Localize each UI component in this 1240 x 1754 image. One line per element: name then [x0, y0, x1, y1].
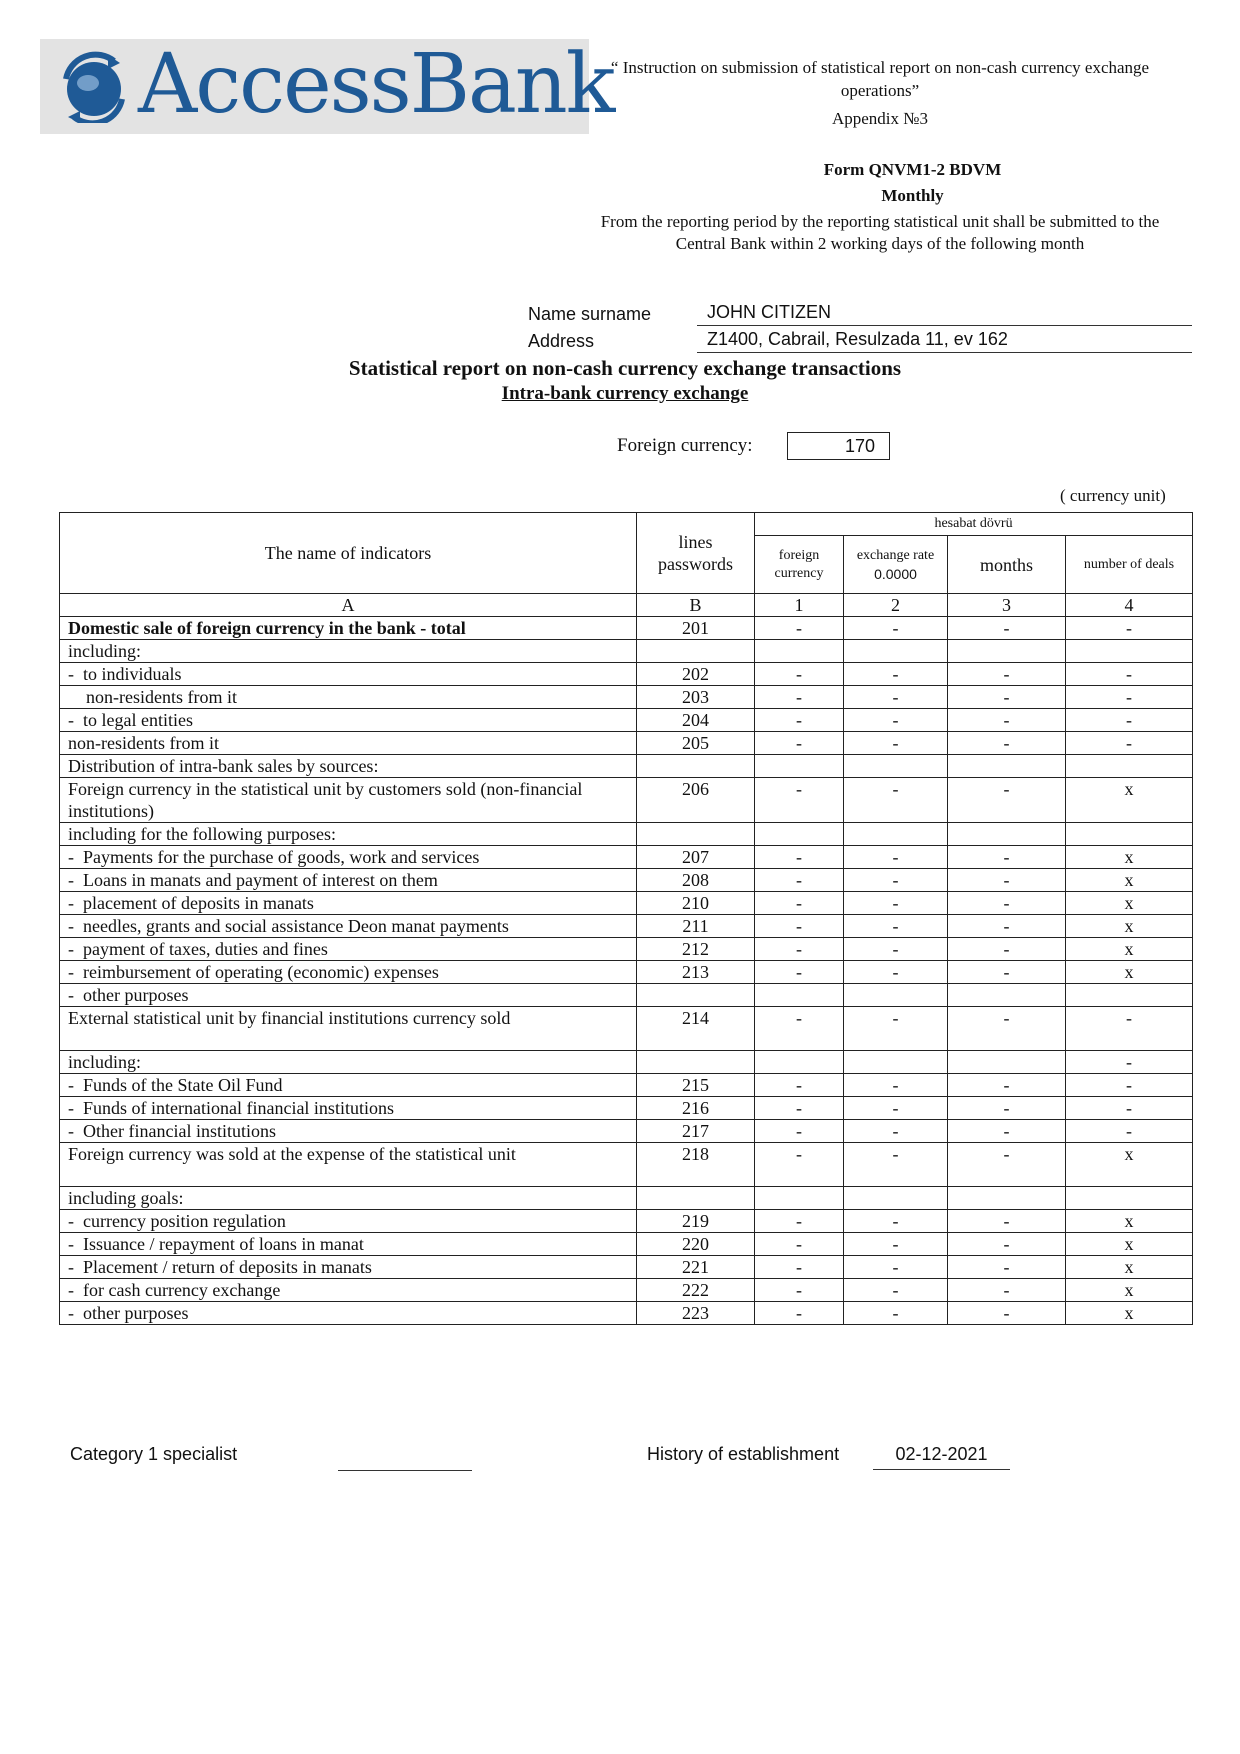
line-code: 214	[637, 1007, 755, 1051]
value-cell[interactable]: -	[755, 1210, 844, 1233]
value-cell[interactable]: x	[1066, 1233, 1193, 1256]
value-cell[interactable]: -	[844, 869, 948, 892]
table-row	[60, 640, 1193, 663]
value-cell[interactable]: -	[844, 663, 948, 686]
indicator-name: including:	[60, 1051, 637, 1074]
value-cell[interactable]: -	[755, 938, 844, 961]
table-row	[60, 1097, 1193, 1120]
value-cell[interactable]: -	[948, 617, 1066, 640]
value-cell[interactable]: -	[948, 961, 1066, 984]
line-code: 206	[637, 778, 755, 823]
globe-arrows-icon	[58, 51, 130, 123]
line-code: 216	[637, 1097, 755, 1120]
value-cell[interactable]: -	[948, 846, 1066, 869]
indicator-name: - Issuance / repayment of loans in manat	[60, 1233, 637, 1256]
value-cell[interactable]	[948, 1187, 1066, 1210]
value-cell[interactable]: -	[844, 1097, 948, 1120]
value-cell[interactable]: -	[948, 663, 1066, 686]
indicator-name: Domestic sale of foreign currency in the bank - total	[60, 617, 637, 640]
value-cell[interactable]	[948, 1051, 1066, 1074]
value-cell[interactable]: -	[844, 709, 948, 732]
table-row	[60, 1143, 1193, 1187]
value-cell[interactable]: -	[844, 938, 948, 961]
line-code	[637, 1051, 755, 1074]
value-cell[interactable]	[844, 640, 948, 663]
table-row	[60, 1074, 1193, 1097]
table-row	[60, 823, 1193, 846]
header-months: months	[948, 536, 1066, 594]
value-cell[interactable]: -	[844, 1074, 948, 1097]
value-cell[interactable]: -	[1066, 1051, 1193, 1074]
line-code: 219	[637, 1210, 755, 1233]
form-code: Form QNVM1-2 BDVM	[823, 160, 1002, 179]
line-code: 215	[637, 1074, 755, 1097]
value-cell[interactable]: x	[1066, 938, 1193, 961]
value-cell[interactable]	[755, 1051, 844, 1074]
header-exchange-rate-label: exchange rate	[856, 547, 935, 563]
bank-logo	[40, 37, 614, 134]
indicator-name: - reimbursement of operating (economic) expenses	[60, 961, 637, 984]
line-code: 203	[637, 686, 755, 709]
line-code: 204	[637, 709, 755, 732]
table-row	[60, 961, 1193, 984]
indicator-name: - needles, grants and social assistance Deon manat payments	[60, 915, 637, 938]
header-name: The name of indicators	[60, 513, 637, 594]
value-cell[interactable]: -	[844, 1143, 948, 1187]
line-code	[637, 640, 755, 663]
index-cell: A	[60, 594, 637, 617]
value-cell[interactable]: -	[844, 1302, 948, 1325]
index-cell: 2	[844, 594, 948, 617]
value-cell[interactable]	[844, 755, 948, 778]
value-cell[interactable]: -	[948, 915, 1066, 938]
value-cell[interactable]: -	[1066, 709, 1193, 732]
value-cell[interactable]: -	[755, 846, 844, 869]
line-code: 202	[637, 663, 755, 686]
value-cell[interactable]	[844, 984, 948, 1007]
index-cell: 1	[755, 594, 844, 617]
value-cell[interactable]: x	[1066, 915, 1193, 938]
value-cell[interactable]: -	[948, 1007, 1066, 1051]
line-code: 212	[637, 938, 755, 961]
name-field[interactable]: JOHN CITIZEN	[697, 302, 1192, 326]
indicator-name: Foreign currency was sold at the expense of the statistical unit	[60, 1143, 637, 1187]
table-row	[60, 1051, 1193, 1074]
report-frequency: Monthly	[881, 186, 944, 205]
value-cell[interactable]: x	[1066, 892, 1193, 915]
value-cell[interactable]	[948, 823, 1066, 846]
value-cell[interactable]: -	[948, 1279, 1066, 1302]
indicator-name: - Funds of international financial institutions	[60, 1097, 637, 1120]
value-cell[interactable]: -	[948, 1074, 1066, 1097]
index-cell: 4	[1066, 594, 1193, 617]
line-code: 223	[637, 1302, 755, 1325]
value-cell[interactable]	[1066, 1187, 1193, 1210]
value-cell[interactable]: -	[948, 1233, 1066, 1256]
value-cell[interactable]: -	[755, 1097, 844, 1120]
value-cell[interactable]: -	[755, 709, 844, 732]
table-row	[60, 1187, 1193, 1210]
value-cell[interactable]	[755, 1187, 844, 1210]
value-cell[interactable]: -	[844, 686, 948, 709]
value-cell[interactable]	[1066, 823, 1193, 846]
table-body	[60, 617, 1193, 1325]
value-cell[interactable]: -	[755, 1074, 844, 1097]
line-code: 208	[637, 869, 755, 892]
table-row	[60, 984, 1193, 1007]
line-code	[637, 1187, 755, 1210]
value-cell[interactable]	[844, 1187, 948, 1210]
value-cell[interactable]: -	[844, 617, 948, 640]
indicator-name: - to legal entities	[60, 709, 637, 732]
signature-line[interactable]	[338, 1470, 472, 1471]
line-code: 222	[637, 1279, 755, 1302]
line-code: 201	[637, 617, 755, 640]
indicator-name: External statistical unit by financial institutions currency sold	[60, 1007, 637, 1051]
value-cell[interactable]	[844, 1051, 948, 1074]
indicators-table	[59, 512, 1193, 1325]
indicator-name: - other purposes	[60, 984, 637, 1007]
value-cell[interactable]: x	[1066, 846, 1193, 869]
indicator-name: Distribution of intra-bank sales by sources:	[60, 755, 637, 778]
value-cell[interactable]: -	[755, 663, 844, 686]
value-cell[interactable]: -	[948, 778, 1066, 823]
header-exchange-rate	[844, 536, 948, 594]
value-cell[interactable]: -	[844, 1233, 948, 1256]
value-cell[interactable]: -	[844, 778, 948, 823]
line-code: 207	[637, 846, 755, 869]
indicator-name: - placement of deposits in manats	[60, 892, 637, 915]
value-cell[interactable]	[755, 640, 844, 663]
header-exchange-rate-value: 0.0000	[874, 565, 917, 582]
appendix-label: Appendix №3	[831, 109, 928, 128]
indicator-name: - Funds of the State Oil Fund	[60, 1074, 637, 1097]
value-cell[interactable]: -	[844, 1210, 948, 1233]
header-deals: number of deals	[1066, 536, 1193, 594]
foreign-currency-label: Foreign currency:	[617, 435, 753, 456]
value-cell[interactable]: -	[844, 961, 948, 984]
value-cell[interactable]: x	[1066, 1256, 1193, 1279]
table-row	[60, 1279, 1193, 1302]
value-cell[interactable]: -	[844, 1007, 948, 1051]
value-cell[interactable]	[948, 640, 1066, 663]
table-row	[60, 915, 1193, 938]
value-cell[interactable]: -	[1066, 1120, 1193, 1143]
value-cell[interactable]: -	[948, 1302, 1066, 1325]
line-code	[637, 823, 755, 846]
table-row	[60, 732, 1193, 755]
line-code: 213	[637, 961, 755, 984]
value-cell[interactable]: -	[948, 938, 1066, 961]
value-cell[interactable]: -	[948, 1143, 1066, 1187]
line-code: 217	[637, 1120, 755, 1143]
indicator-name: - for cash currency exchange	[60, 1279, 637, 1302]
indicator-name: - to individuals	[60, 663, 637, 686]
table-row	[60, 869, 1193, 892]
value-cell[interactable]: -	[1066, 1007, 1193, 1051]
value-cell[interactable]	[844, 823, 948, 846]
value-cell[interactable]: -	[844, 1279, 948, 1302]
indicator-name: non-residents from it	[60, 686, 637, 709]
value-cell[interactable]: -	[755, 1143, 844, 1187]
instruction-title: “ Instruction on submission of statistical report on non-cash currency exchange operations”	[610, 58, 1150, 100]
value-cell[interactable]: -	[844, 1256, 948, 1279]
value-cell[interactable]	[1066, 984, 1193, 1007]
table-row	[60, 709, 1193, 732]
value-cell[interactable]: -	[844, 892, 948, 915]
header-code: lines passwords	[637, 513, 755, 594]
submission-note: From the reporting period by the reporting statistical unit shall be submitted to the Central Bank within 2 working days of the following month	[600, 212, 1160, 253]
value-cell[interactable]: -	[755, 892, 844, 915]
value-cell[interactable]	[755, 823, 844, 846]
table-row	[60, 778, 1193, 823]
value-cell[interactable]	[755, 755, 844, 778]
indicator-name: including:	[60, 640, 637, 663]
value-cell[interactable]: -	[1066, 1074, 1193, 1097]
indicator-name: Foreign currency in the statistical unit by customers sold (non-financial institutions)	[60, 778, 637, 823]
index-cell: B	[637, 594, 755, 617]
indicator-name: - other purposes	[60, 1302, 637, 1325]
specialist-label: Category 1 specialist	[70, 1444, 238, 1464]
line-code: 221	[637, 1256, 755, 1279]
value-cell[interactable]: x	[1066, 1143, 1193, 1187]
indicator-name: including for the following purposes:	[60, 823, 637, 846]
bank-logo-text: AccessBank	[138, 37, 614, 132]
line-code: 210	[637, 892, 755, 915]
value-cell[interactable]: -	[755, 1279, 844, 1302]
value-cell[interactable]: -	[844, 915, 948, 938]
table-row	[60, 1256, 1193, 1279]
currency-unit-note: ( currency unit)	[1060, 486, 1166, 505]
header-foreign-currency: foreign currency	[755, 536, 844, 594]
value-cell[interactable]: x	[1066, 869, 1193, 892]
value-cell[interactable]: x	[1066, 1210, 1193, 1233]
value-cell[interactable]: -	[1066, 732, 1193, 755]
indicator-name: - Other financial institutions	[60, 1120, 637, 1143]
indicator-name: including goals:	[60, 1187, 637, 1210]
value-cell[interactable]: -	[1066, 1097, 1193, 1120]
value-cell[interactable]: -	[844, 846, 948, 869]
value-cell[interactable]: -	[948, 732, 1066, 755]
value-cell[interactable]	[948, 984, 1066, 1007]
value-cell[interactable]: -	[948, 1256, 1066, 1279]
value-cell[interactable]: -	[1066, 686, 1193, 709]
value-cell[interactable]: -	[948, 686, 1066, 709]
value-cell[interactable]: -	[755, 732, 844, 755]
value-cell[interactable]: -	[755, 1256, 844, 1279]
header-period: hesabat dövrü	[755, 513, 1193, 536]
value-cell[interactable]: x	[1066, 778, 1193, 823]
indicator-name: non-residents from it	[60, 732, 637, 755]
value-cell[interactable]: -	[844, 1120, 948, 1143]
table-row	[60, 663, 1193, 686]
value-cell[interactable]: -	[948, 1097, 1066, 1120]
indicator-name: - Loans in manats and payment of interest on them	[60, 869, 637, 892]
value-cell[interactable]: -	[948, 1210, 1066, 1233]
value-cell[interactable]: -	[755, 961, 844, 984]
line-code: 220	[637, 1233, 755, 1256]
date-label: History of establishment	[647, 1444, 840, 1464]
line-code	[637, 755, 755, 778]
value-cell[interactable]: -	[755, 1120, 844, 1143]
report-subtitle: Intra-bank currency exchange	[501, 383, 749, 404]
value-cell[interactable]	[1066, 755, 1193, 778]
value-cell[interactable]: -	[755, 869, 844, 892]
line-code: 218	[637, 1143, 755, 1187]
line-code	[637, 984, 755, 1007]
report-title: Statistical report on non-cash currency exchange transactions	[348, 356, 902, 380]
name-label: Name surname	[528, 304, 652, 324]
value-cell[interactable]: -	[844, 732, 948, 755]
indicator-name: - currency position regulation	[60, 1210, 637, 1233]
index-cell: 3	[948, 594, 1066, 617]
value-cell[interactable]: -	[755, 778, 844, 823]
indicator-name: - Placement / return of deposits in manats	[60, 1256, 637, 1279]
value-cell[interactable]: -	[948, 709, 1066, 732]
table-row	[60, 1210, 1193, 1233]
table-row	[60, 1233, 1193, 1256]
value-cell[interactable]: -	[755, 915, 844, 938]
table-row	[60, 846, 1193, 869]
value-cell[interactable]: -	[755, 686, 844, 709]
value-cell[interactable]: x	[1066, 961, 1193, 984]
address-label: Address	[528, 331, 595, 351]
value-cell[interactable]	[755, 984, 844, 1007]
value-cell[interactable]: x	[1066, 1279, 1193, 1302]
line-code: 211	[637, 915, 755, 938]
value-cell[interactable]: x	[1066, 1302, 1193, 1325]
date-field[interactable]: 02-12-2021	[873, 1444, 1010, 1470]
table-row	[60, 1120, 1193, 1143]
table-row	[60, 1007, 1193, 1051]
line-code: 205	[637, 732, 755, 755]
table-row	[60, 1302, 1193, 1325]
value-cell[interactable]: -	[755, 617, 844, 640]
value-cell[interactable]	[1066, 640, 1193, 663]
value-cell[interactable]	[948, 755, 1066, 778]
value-cell[interactable]: -	[755, 1302, 844, 1325]
indicator-name: - Payments for the purchase of goods, work and services	[60, 846, 637, 869]
indicator-name: - payment of taxes, duties and fines	[60, 938, 637, 961]
value-cell[interactable]: -	[755, 1233, 844, 1256]
address-field[interactable]: Z1400, Cabrail, Resulzada 11, ev 162	[697, 329, 1192, 353]
value-cell[interactable]: -	[1066, 617, 1193, 640]
table-row	[60, 617, 1193, 640]
value-cell[interactable]: -	[948, 869, 1066, 892]
table-row	[60, 755, 1193, 778]
foreign-currency-field[interactable]: 170	[787, 432, 890, 460]
table-row	[60, 938, 1193, 961]
table-row	[60, 892, 1193, 915]
table-row	[60, 686, 1193, 709]
value-cell[interactable]: -	[948, 892, 1066, 915]
value-cell[interactable]: -	[948, 1120, 1066, 1143]
value-cell[interactable]: -	[1066, 663, 1193, 686]
value-cell[interactable]: -	[755, 1007, 844, 1051]
